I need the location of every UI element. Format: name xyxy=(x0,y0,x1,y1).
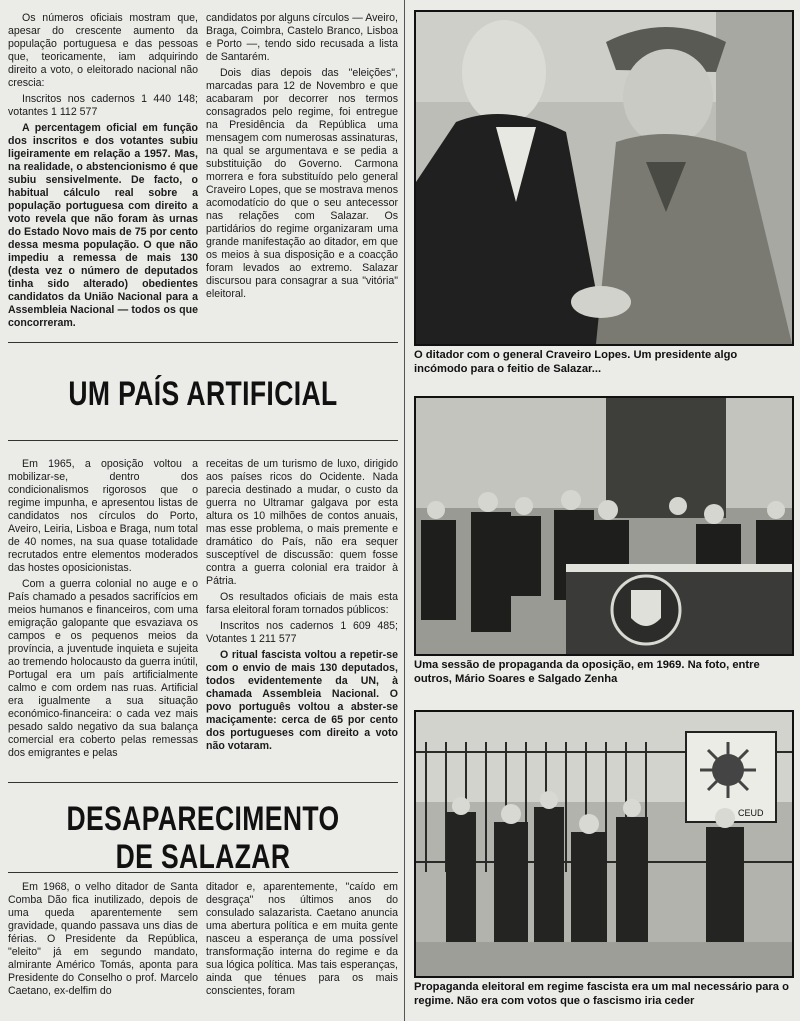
article-column-2 xyxy=(206,458,398,756)
paragraph: ditador e, aparentemente, "caído em desgraça" nos últimos anos do consulado salazarista. Caetano anuncia uma abertura política e em muita gente nasceu a esperança de uma possível transformação interna do regime e da sua lógica política. Mas tais esperanças, ainda que ténues para os mais conscientes, foram xyxy=(206,881,398,997)
section-divider xyxy=(8,440,398,441)
article-column-2 xyxy=(206,12,398,304)
heading-desaparecimento xyxy=(51,800,355,876)
paragraph: Em 1968, o velho ditador de Santa Comba Dão fica inutilizado, depois de uma queda aparentemente sem gravidade, quando passava uns dias de férias. O Presidente da República, "eleito" já em segundo mandato, almirante Américo Tomás, aponta para Presidente do Conselho o prof. Marcelo Caetano, ex-delfim do xyxy=(8,881,198,997)
section-divider xyxy=(8,342,398,343)
section-divider xyxy=(8,872,398,873)
paragraph: Com a guerra colonial no auge e o País chamado a pesados sacrifícios em meios humanos e financeiros, com uma emigração galopante que esvaziava os campos e os pequenos meios da província, a juventude inquieta e sujeita ao tremendo holocausto da guerra inútil, Portugal era um país artificialmente calmo e com ordem nas ruas. Artificial era igualmente a sua situação económico-financeira: o cada vez mais pesado saldo negativo da sua balança comercial era coberto pelas remessas dos emigrantes e pelas xyxy=(8,578,198,759)
caption-photo-3: Propaganda eleitoral em regime fascista era um mal necessário para o regime. Não era com votos que o fascismo iria ceder xyxy=(414,981,789,1007)
photo-graphic xyxy=(416,12,792,344)
paragraph: candidatos por alguns círculos — Aveiro, Braga, Coimbra, Castelo Branco, Lisboa e Porto —, tendo sido recusada a lista de Santarém. xyxy=(206,12,398,63)
column-divider xyxy=(404,0,405,1021)
paragraph: Em 1965, a oposição voltou a mobilizar-se, dentro dos condicionalismos rigorosos que o regime impunha, e apresentou listas de candidatos nos círculos do Porto, Aveiro, Leiria, Lisboa e Braga, num total de 40 nomes, na sua quase totalidade recrutados entre elementos moderados das hostes oposicionistas. xyxy=(8,458,198,574)
poster-label: CEUD xyxy=(738,808,764,818)
paragraph: Os resultados oficiais de mais esta farsa eleitoral foram tornados públicos: xyxy=(206,591,398,616)
heading-line-1: DESAPARECIMENTO xyxy=(66,800,340,838)
article-column-2 xyxy=(206,881,398,1001)
section-divider xyxy=(8,782,398,783)
photo-opposition-session xyxy=(414,396,794,656)
caption-photo-2: Uma sessão de propaganda da oposição, em 1969. Na foto, entre outros, Mário Soares e Salgado Zenha xyxy=(414,659,760,685)
heading-um-pais-artificial: UM PAÍS ARTIFICIAL xyxy=(68,375,338,413)
photo-graphic xyxy=(416,712,792,976)
paragraph: Dois dias depois das "eleições", marcadas para 12 de Novembro e que acabaram por decorrer nos termos consagrados pelo regime, foi entregue na Presidência da República uma mensagem com numerosas assinaturas, na qual se argumentava e se pedia a substituição do Governo. Carmona morrera e fora substituído pelo general Craveiro Lopes, que se mostrava menos acomodatício do que o seu antecessor nas relações com Salazar. Os partidários do regime organizaram uma grande manifestação ao ditador, em que os meios à sua disposição e a coacção foram levados ao extremo. Salazar discursou para consagrar a sua "vitória" eleitoral. xyxy=(206,67,398,300)
photo-electoral-propaganda xyxy=(414,710,794,978)
paragraph: A percentagem oficial em função dos inscritos e dos votantes subiu ligeiramente em relação a 1957. Mas, na realidade, o abstencionismo é que subiu sensivelmente. De facto, o habitual cálculo real sobre a população portuguesa com direito a voto revela que não foram às urnas do Estado Novo mais de 75 por cento dessa mesma população. O que não impediu a remessa de mais 130 (desta vez o número de deputados tinha sido alterado) obedientes candidatos da União Nacional para a Assembleia Nacional — todos os que concorreram. xyxy=(8,122,198,329)
article-column-1 xyxy=(8,881,198,1001)
article-column-1 xyxy=(8,458,198,763)
paragraph: receitas de um turismo de luxo, dirigido aos países ricos do Ocidente. Nada parecia destinado a mudar, o custo da guerra no Ultramar galgava por esta altura os 10 milhões de contos anuais, mas esse problema, o mais premente e dramático do País, não era sequer susceptível de discussão: quem fosse contra a guerra colonial era traidor à Pátria. xyxy=(206,458,398,587)
paragraph: Inscritos nos cadernos 1 609 485; Votantes 1 211 577 xyxy=(206,620,398,645)
article-column-1 xyxy=(8,12,198,333)
caption-photo-1: O ditador com o general Craveiro Lopes. Um presidente algo incómodo para o feitio de Salazar... xyxy=(414,349,738,375)
paragraph: Inscritos nos cadernos 1 440 148; votantes 1 112 577 xyxy=(8,93,198,118)
paragraph: Os números oficiais mostram que, apesar do crescente aumento da população portuguesa e das pessoas que, teoricamente, iam adquirindo direito a voto, o eleitorado nacional não crescia: xyxy=(8,12,198,89)
paragraph: O ritual fascista voltou a repetir-se com o envio de mais 130 deputados, todos evidentemente da UN, à chamada Assembleia Nacional. O povo português voltou a abster-se maciçamente: cerca de 65 por cento dos portugueses com direito a voto não votaram. xyxy=(206,649,398,752)
photo-graphic xyxy=(416,398,792,654)
photo-salazar-craveiro-lopes xyxy=(414,10,794,346)
heading-line-2: DE SALAZAR xyxy=(115,838,291,876)
